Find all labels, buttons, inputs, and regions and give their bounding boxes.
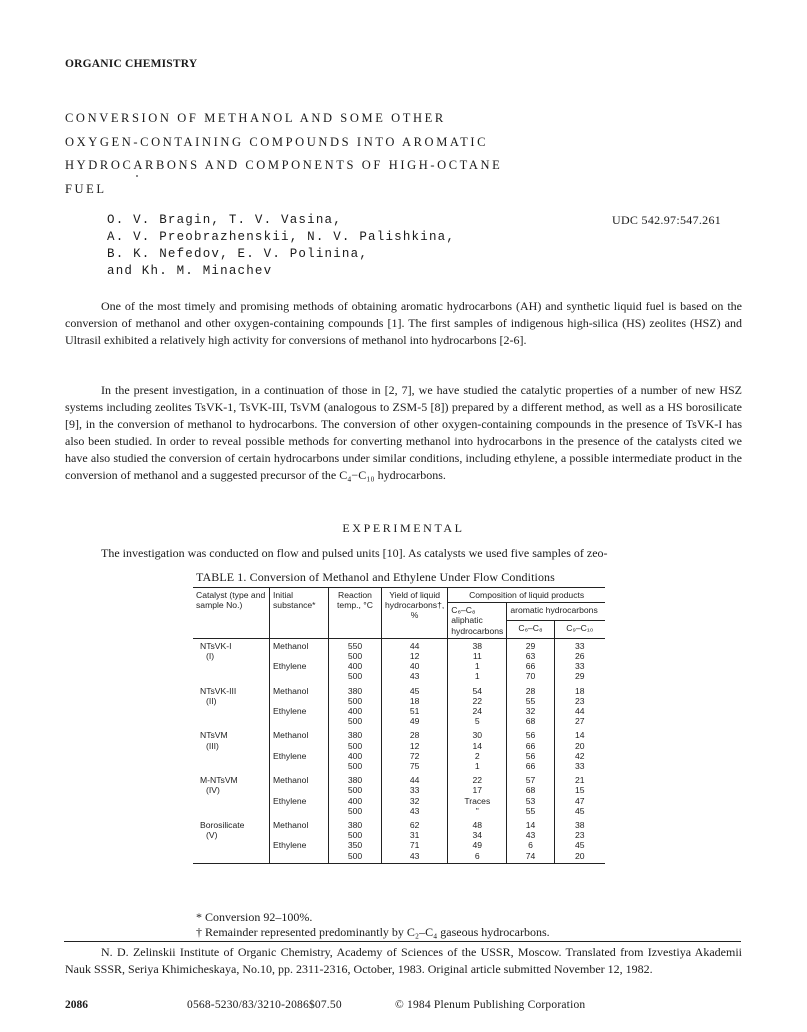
section-label: ORGANIC CHEMISTRY [65, 58, 198, 70]
yield-cell: 44 33 32 43 [382, 773, 448, 818]
table-notes [196, 910, 550, 940]
aliphatic-cell: 54 22 24 5 [448, 684, 507, 729]
author-line: B. K. Nefedov, E. V. Polinina, [107, 247, 369, 261]
col-header-catalyst: Catalyst (type and sample No.) [193, 588, 270, 639]
aliphatic-cell: 30 14 2 1 [448, 728, 507, 773]
copyright: © 1984 Plenum Publishing Corporation [395, 999, 586, 1011]
table-row [193, 773, 605, 818]
author-line: O. V. Bragin, T. V. Vasina, [107, 213, 342, 227]
article-code: 0568-5230/83/3210-2086$07.50 [187, 999, 342, 1011]
substance-cell: Methanol Ethylene [270, 728, 329, 773]
c6c8-cell: 28 55 32 68 [507, 684, 554, 729]
temp-cell: 380 500 350 500 [329, 818, 382, 863]
page-number: 2086 [65, 999, 88, 1011]
experimental-heading: EXPERIMENTAL [342, 521, 465, 535]
col-header-yield: Yield of liquid hydrocarbons†, % [382, 588, 448, 639]
table-row [193, 728, 605, 773]
table-note: * Conversion 92–100%. [196, 910, 313, 924]
scan-speck [136, 175, 138, 177]
experimental-paragraph [65, 545, 742, 562]
c6c8-cell: 14 43 6 74 [507, 818, 554, 863]
col-header-aliphatic: C₆–C₈ aliphatic hydrocarbons [448, 603, 507, 639]
substance-cell: Methanol Ethylene [270, 684, 329, 729]
col-header-c6c8: C₆–C₈ [507, 621, 554, 639]
author-line: and Kh. M. Minachev [107, 264, 273, 278]
table-caption: TABLE 1. Conversion of Methanol and Ethylene Under Flow Conditions [196, 570, 555, 584]
temp-cell: 550 500 400 500 [329, 638, 382, 683]
temp-cell: 380 500 400 500 [329, 773, 382, 818]
article-title [65, 107, 502, 201]
author-line: A. V. Preobrazhenskii, N. V. Palishkina, [107, 230, 456, 244]
divider [64, 941, 741, 942]
title-line: FUEL [65, 181, 107, 196]
substance-cell: Methanol Ethylene [270, 818, 329, 863]
aliphatic-cell: 22 17 Traces " [448, 773, 507, 818]
col-header-composition: Composition of liquid products [448, 588, 605, 603]
c9c10-cell: 21 15 47 45 [575, 775, 585, 816]
c9c10-cell: 18 23 44 27 [575, 685, 585, 727]
aliphatic-cell: 48 34 49 6 [448, 818, 507, 863]
catalyst-cell: Borosilicate (V) [193, 818, 270, 863]
yield-cell: 28 12 72 75 [382, 728, 448, 773]
col-header-c9c10: C₉–C₁₀ [566, 623, 594, 633]
table-row [193, 818, 605, 863]
temp-cell: 380 500 400 500 [329, 728, 382, 773]
title-line: CONVERSION OF METHANOL AND SOME OTHER [65, 111, 446, 125]
catalyst-cell: NTsVK-III (II) [193, 684, 270, 729]
paragraph-text: In the present investigation, in a continuation of those in [2, 7], we have studied the catalytic properties of a number of new HSZ systems including zeolites TsVK-1, TsVK-III, TsVM (analogous to ZSM-5 [8]) prepared by a different method, as well as a HS borosilicate [9], in the conversion of methanol to hydrocarbons. The conversion of other oxygen-containing compounds in the presence of TsVK-I has also been studied. In order to reveal possible methods for converting methanol into hydrocarbons in the presence of the catalysts cited we have also studied the conversion of certain hydrocarbons under similar conditions, including ethylene, a possible intermediate product in the conversion of methanol and a suggested precursor of the C₄−C₁₀ hydrocarbons. [65, 383, 742, 482]
data-table [193, 587, 605, 864]
yield-cell: 45 18 51 49 [382, 684, 448, 729]
col-header-initial: Initial substance* [270, 588, 329, 639]
title-line: HYDROCARBONS AND COMPONENTS OF HIGH-OCTANE [65, 158, 503, 172]
aliphatic-cell: 38 11 1 1 [448, 638, 507, 683]
yield-cell: 44 12 40 43 [382, 638, 448, 683]
udc-code: UDC 542.97:547.261 [612, 213, 722, 227]
paragraph-text: One of the most timely and promising methods of obtaining aromatic hydrocarbons (AH) and synthetic liquid fuel is based on the conversion of methanol and other oxygen-containing compounds [1]. The first samples of indigenous high-silica (HS) zeolites (HSZ) and Ultrasil exhibited a relatively high activity for conversions of methanol into hydrocarbons [2-6]. [65, 299, 742, 347]
table-row [193, 638, 605, 683]
substance-cell: Methanol Ethylene [270, 773, 329, 818]
intro-paragraph-1 [65, 298, 742, 349]
c6c8-cell: 57 68 53 55 [507, 773, 554, 818]
c9c10-cell: 38 23 45 20 [575, 820, 585, 861]
paragraph-text: The investigation was conducted on flow and pulsed units [10]. As catalysts we used five samples of zeo- [101, 546, 608, 560]
c9c10-cell: 33 26 33 29 [575, 640, 585, 682]
table-row [193, 684, 605, 729]
yield-cell: 62 31 71 43 [382, 818, 448, 863]
c6c8-cell: 29 63 66 70 [507, 638, 554, 683]
intro-paragraph-2 [65, 382, 742, 484]
catalyst-cell: NTsVK-I (I) [193, 638, 270, 683]
c6c8-cell: 56 66 56 66 [507, 728, 554, 773]
catalyst-cell: M-NTsVM (IV) [193, 773, 270, 818]
catalyst-cell: NTsVM (III) [193, 728, 270, 773]
affiliation [65, 944, 742, 977]
c9c10-cell: 14 20 42 33 [575, 730, 585, 772]
table-note: † Remainder represented predominantly by C₂–C₄ gaseous hydrocarbons. [196, 925, 550, 939]
col-header-aromatic: aromatic hydrocarbons [507, 603, 605, 621]
temp-cell: 380 500 400 500 [329, 684, 382, 729]
col-header-temp: Reaction temp., °C [329, 588, 382, 639]
affiliation-text: N. D. Zelinskii Institute of Organic Chemistry, Academy of Sciences of the USSR, Moscow. Translated from Izvestiya Akademii Nauk SSSR, Seriya Khimicheskaya, No.10, pp. 2311-2316, October, 1983. Original article submitted November 12, 1982. [65, 945, 742, 976]
author-list [107, 212, 455, 280]
title-line: OXYGEN-CONTAINING COMPOUNDS INTO AROMATIC [65, 134, 489, 149]
substance-cell: Methanol Ethylene [270, 638, 329, 683]
